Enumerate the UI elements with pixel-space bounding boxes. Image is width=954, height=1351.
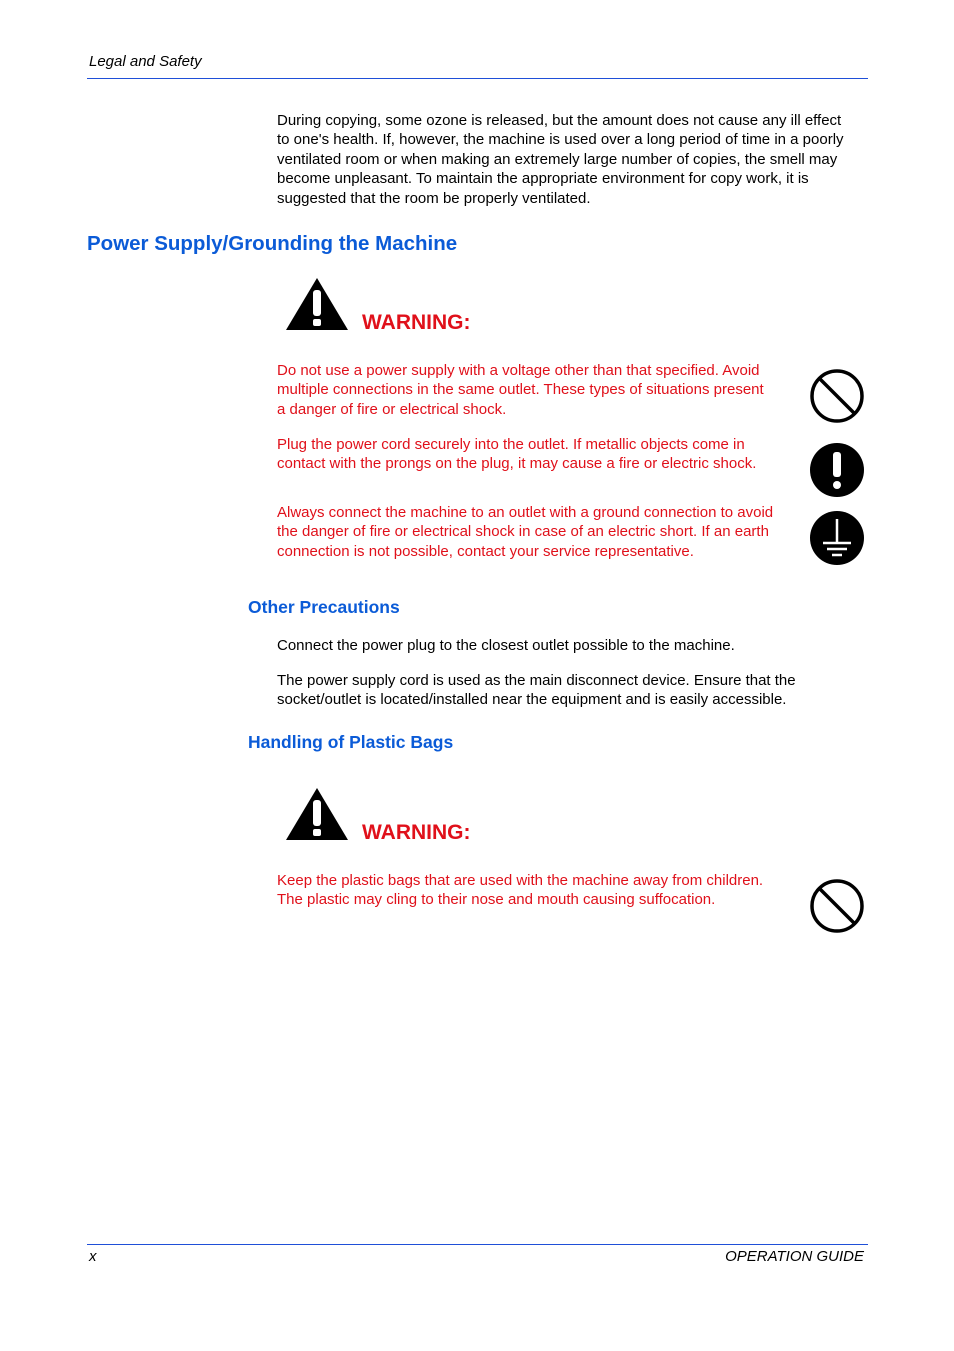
- warning-line: Keep the plastic bags that are used with the machine away from children.: [277, 872, 764, 889]
- warning-text-plastic-bags: [277, 871, 807, 910]
- warning-line: The plastic may cling to their nose and mouth causing suffocation.: [277, 891, 716, 909]
- warning-line: Plug the power cord securely into the outlet. If metallic objects come in: [277, 436, 745, 453]
- intro-line: suggested that the room be properly ventilated.: [277, 189, 591, 207]
- intro-line: During copying, some ozone is released, but the amount does not cause any ill effect: [277, 112, 842, 129]
- warning-triangle-icon: [284, 276, 350, 332]
- intro-line: become unpleasant. To maintain the appropriate environment for copy work, it is: [277, 170, 809, 188]
- warning-line: multiple connections in the same outlet. These types of situations present: [277, 381, 764, 399]
- warning-line: the danger of fire or electrical shock in case of an electric short. If an earth: [277, 523, 769, 541]
- intro-paragraph: [277, 111, 877, 208]
- paragraph-line: socket/outlet is located/installed near the equipment and is easily accessible.: [277, 691, 787, 709]
- prohibition-icon: [809, 368, 865, 424]
- intro-line: ventilated room or when making an extremely large number of copies, the smell may: [277, 150, 838, 168]
- warning-text-ground: [277, 503, 807, 561]
- header-rule: [87, 78, 868, 79]
- warning-line: Always connect the machine to an outlet with a ground connection to avoid: [277, 504, 774, 521]
- subsection-title-other-precautions: Other Precautions: [248, 597, 400, 617]
- warning-text-voltage: [277, 361, 807, 419]
- guide-name: OPERATION GUIDE: [725, 1248, 864, 1265]
- warning-label: WARNING:: [362, 311, 471, 334]
- intro-line: to one's health. If, however, the machine is used over a long period of time in a poorly: [277, 131, 844, 149]
- warning-line: Do not use a power supply with a voltage other than that specified. Avoid: [277, 362, 760, 379]
- paragraph-line: The power supply cord is used as the main disconnect device. Ensure that the: [277, 672, 796, 689]
- warning-label: WARNING:: [362, 821, 471, 844]
- ground-connection-icon: [809, 510, 865, 566]
- warning-line: a danger of fire or electrical shock.: [277, 400, 507, 418]
- warning-line: connection is not possible, contact your service representative.: [277, 542, 694, 560]
- warning-line: contact with the prongs on the plug, it may cause a fire or electric shock.: [277, 455, 757, 473]
- subsection-title-plastic-bags: Handling of Plastic Bags: [248, 732, 454, 752]
- section-title: Power Supply/Grounding the Machine: [87, 232, 458, 255]
- warning-text-plug: [277, 435, 807, 474]
- page-number: x: [89, 1248, 97, 1265]
- mandatory-action-icon: [809, 442, 865, 498]
- prohibition-icon: [809, 878, 865, 934]
- running-header: Legal and Safety: [89, 53, 202, 70]
- disconnect-paragraph: [277, 671, 877, 710]
- footer-rule: [87, 1244, 868, 1245]
- warning-triangle-icon: [284, 786, 350, 842]
- precaution-paragraph: Connect the power plug to the closest outlet possible to the machine.: [277, 637, 735, 654]
